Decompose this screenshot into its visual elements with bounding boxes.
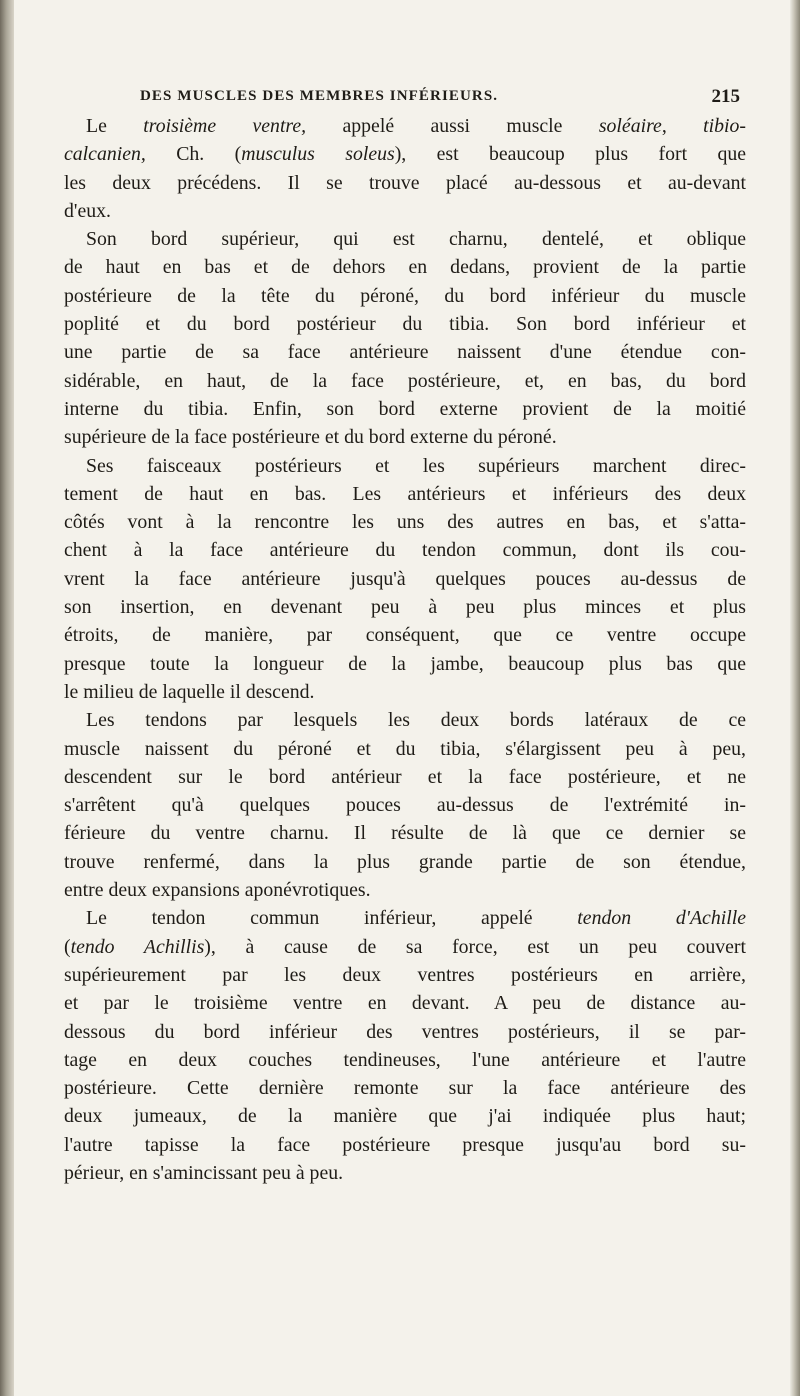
- italic-term: soléaire: [598, 115, 662, 137]
- text-line: [64, 1018, 746, 1046]
- text-run: côtés vont à la rencontre les uns des autres en bas, et s'atta-: [64, 511, 746, 534]
- text-run: chent à la face antérieure du tendon commun, dont ils cou-: [64, 539, 746, 562]
- text-line: [64, 876, 746, 904]
- italic-term: troisième ventre,: [143, 115, 307, 137]
- text-run: dessous du bord inférieur des ventres postérieurs, il se par-: [64, 1020, 746, 1043]
- text-run: presque toute la longueur de la jambe, beaucoup plus bas que: [64, 652, 746, 675]
- text-line: [64, 1131, 746, 1159]
- text-line: [64, 338, 746, 366]
- text-run: étroits, de manière, par conséquent, que ce ventre occupe: [64, 624, 746, 647]
- paragraph: [64, 225, 746, 451]
- text-run: supérieure de la face postérieure et du bord externe du péroné.: [64, 426, 557, 449]
- text-run: d'eux.: [64, 199, 111, 222]
- text-line: [64, 423, 746, 451]
- text-line: [64, 819, 746, 847]
- text-line: [64, 112, 746, 140]
- text-line: [64, 961, 746, 989]
- text-line: [64, 310, 746, 338]
- text-line: [64, 763, 746, 791]
- text-line: [64, 1102, 746, 1130]
- text-run: postérieure. Cette dernière remonte sur la face antérieure des: [64, 1077, 746, 1100]
- paragraph: [64, 706, 746, 904]
- text-line: [64, 253, 746, 281]
- text-line: [64, 169, 746, 197]
- text-run: entre deux expansions aponévrotiques.: [64, 879, 371, 902]
- text-line: [64, 621, 746, 649]
- page-number: 215: [711, 86, 740, 107]
- text-line: [64, 565, 746, 593]
- text-run: ), est beaucoup plus fort que: [394, 143, 747, 166]
- page-header: [140, 88, 740, 112]
- text-run: deux jumeaux, de la manière que j'ai indiquée plus haut;: [64, 1105, 746, 1128]
- text-line: [64, 480, 746, 508]
- text-run: périeur, en s'amincissant peu à peu.: [64, 1161, 344, 1184]
- text-line: [64, 197, 746, 225]
- paragraph: [64, 452, 746, 707]
- text-line: [64, 650, 746, 678]
- text-run: Le tendon commun inférieur, appelé: [86, 907, 578, 930]
- text-line: [64, 395, 746, 423]
- text-run: Ch. (: [145, 143, 242, 166]
- page-edge-shadow-right: [790, 0, 800, 1396]
- text-line: [64, 904, 746, 932]
- text-run: supérieurement par les deux ventres postérieurs en arrière,: [64, 963, 746, 986]
- italic-term: tendon d'Achille: [577, 907, 746, 930]
- text-line: [64, 848, 746, 876]
- body-text: [64, 112, 746, 1187]
- italic-term: tendo Achillis: [70, 935, 205, 958]
- text-run: muscle naissent du péroné et du tibia, s'élargissent peu à peu,: [64, 737, 746, 760]
- italic-term: tibio-: [703, 115, 747, 137]
- text-line: [64, 225, 746, 253]
- text-run: Les tendons par lesquels les deux bords latéraux de ce: [86, 709, 746, 732]
- text-line: [64, 735, 746, 763]
- text-run: les deux précédens. Il se trouve placé au-dessous et au-devant: [64, 171, 746, 194]
- text-run: l'autre tapisse la face postérieure presque jusqu'au bord su-: [64, 1133, 746, 1156]
- text-line: [64, 791, 746, 819]
- text-run: postérieure de la tête du péroné, du bord inférieur du muscle: [64, 284, 746, 307]
- text-line: [64, 593, 746, 621]
- text-run: le milieu de laquelle il descend.: [64, 680, 315, 703]
- text-run: (: [64, 935, 71, 958]
- text-line: [64, 367, 746, 395]
- text-line: [64, 933, 746, 961]
- text-run: descendent sur le bord antérieur et la face postérieure, et ne: [64, 765, 746, 788]
- italic-term: calcanien,: [64, 143, 146, 166]
- text-line: [64, 706, 746, 734]
- text-line: [64, 536, 746, 564]
- text-run: trouve renfermé, dans la plus grande partie de son étendue,: [64, 850, 746, 873]
- text-run: et par le troisième ventre en devant. A peu de distance au-: [64, 992, 746, 1015]
- text-run: ,: [661, 115, 704, 137]
- text-run: son insertion, en devenant peu à peu plus minces et plus: [64, 596, 746, 619]
- text-run: une partie de sa face antérieure naissent d'une étendue con-: [64, 341, 746, 364]
- text-line: [64, 989, 746, 1017]
- text-run: vrent la face antérieure jusqu'à quelques pouces au-dessus de: [64, 567, 746, 590]
- page-binding-shadow-left: [0, 0, 14, 1396]
- text-line: [64, 1046, 746, 1074]
- text-run: tement de haut en bas. Les antérieurs et inférieurs des deux: [64, 482, 746, 505]
- text-line: [64, 282, 746, 310]
- italic-term: musculus soleus: [241, 143, 395, 166]
- text-line: [64, 1074, 746, 1102]
- running-head: DES MUSCLES DES MEMBRES INFÉRIEURS.: [140, 88, 499, 104]
- text-run: Le: [86, 115, 144, 137]
- text-run: Son bord supérieur, qui est charnu, dentelé, et oblique: [86, 228, 746, 251]
- text-run: ), à cause de sa force, est un peu couvert: [204, 935, 746, 958]
- paragraph: [64, 904, 746, 1187]
- text-run: de haut en bas et de dehors en dedans, provient de la partie: [64, 256, 746, 279]
- text-run: Ses faisceaux postérieurs et les supérieurs marchent direc-: [86, 454, 746, 477]
- text-run: poplité et du bord postérieur du tibia. Son bord inférieur et: [64, 313, 746, 336]
- text-run: s'arrêtent qu'à quelques pouces au-dessus de l'extrémité in-: [64, 794, 746, 817]
- text-run: férieure du ventre charnu. Il résulte de là que ce dernier se: [64, 822, 746, 845]
- text-line: [64, 1159, 746, 1187]
- text-run: sidérable, en haut, de la face postérieure, et, en bas, du bord: [64, 369, 746, 392]
- text-run: appelé aussi muscle: [306, 115, 599, 137]
- text-line: [64, 678, 746, 706]
- text-run: interne du tibia. Enfin, son bord externe provient de la moitié: [64, 397, 746, 420]
- paragraph: [64, 112, 746, 225]
- text-line: [64, 452, 746, 480]
- text-line: [64, 140, 746, 168]
- text-line: [64, 508, 746, 536]
- text-run: tage en deux couches tendineuses, l'une antérieure et l'autre: [64, 1048, 746, 1071]
